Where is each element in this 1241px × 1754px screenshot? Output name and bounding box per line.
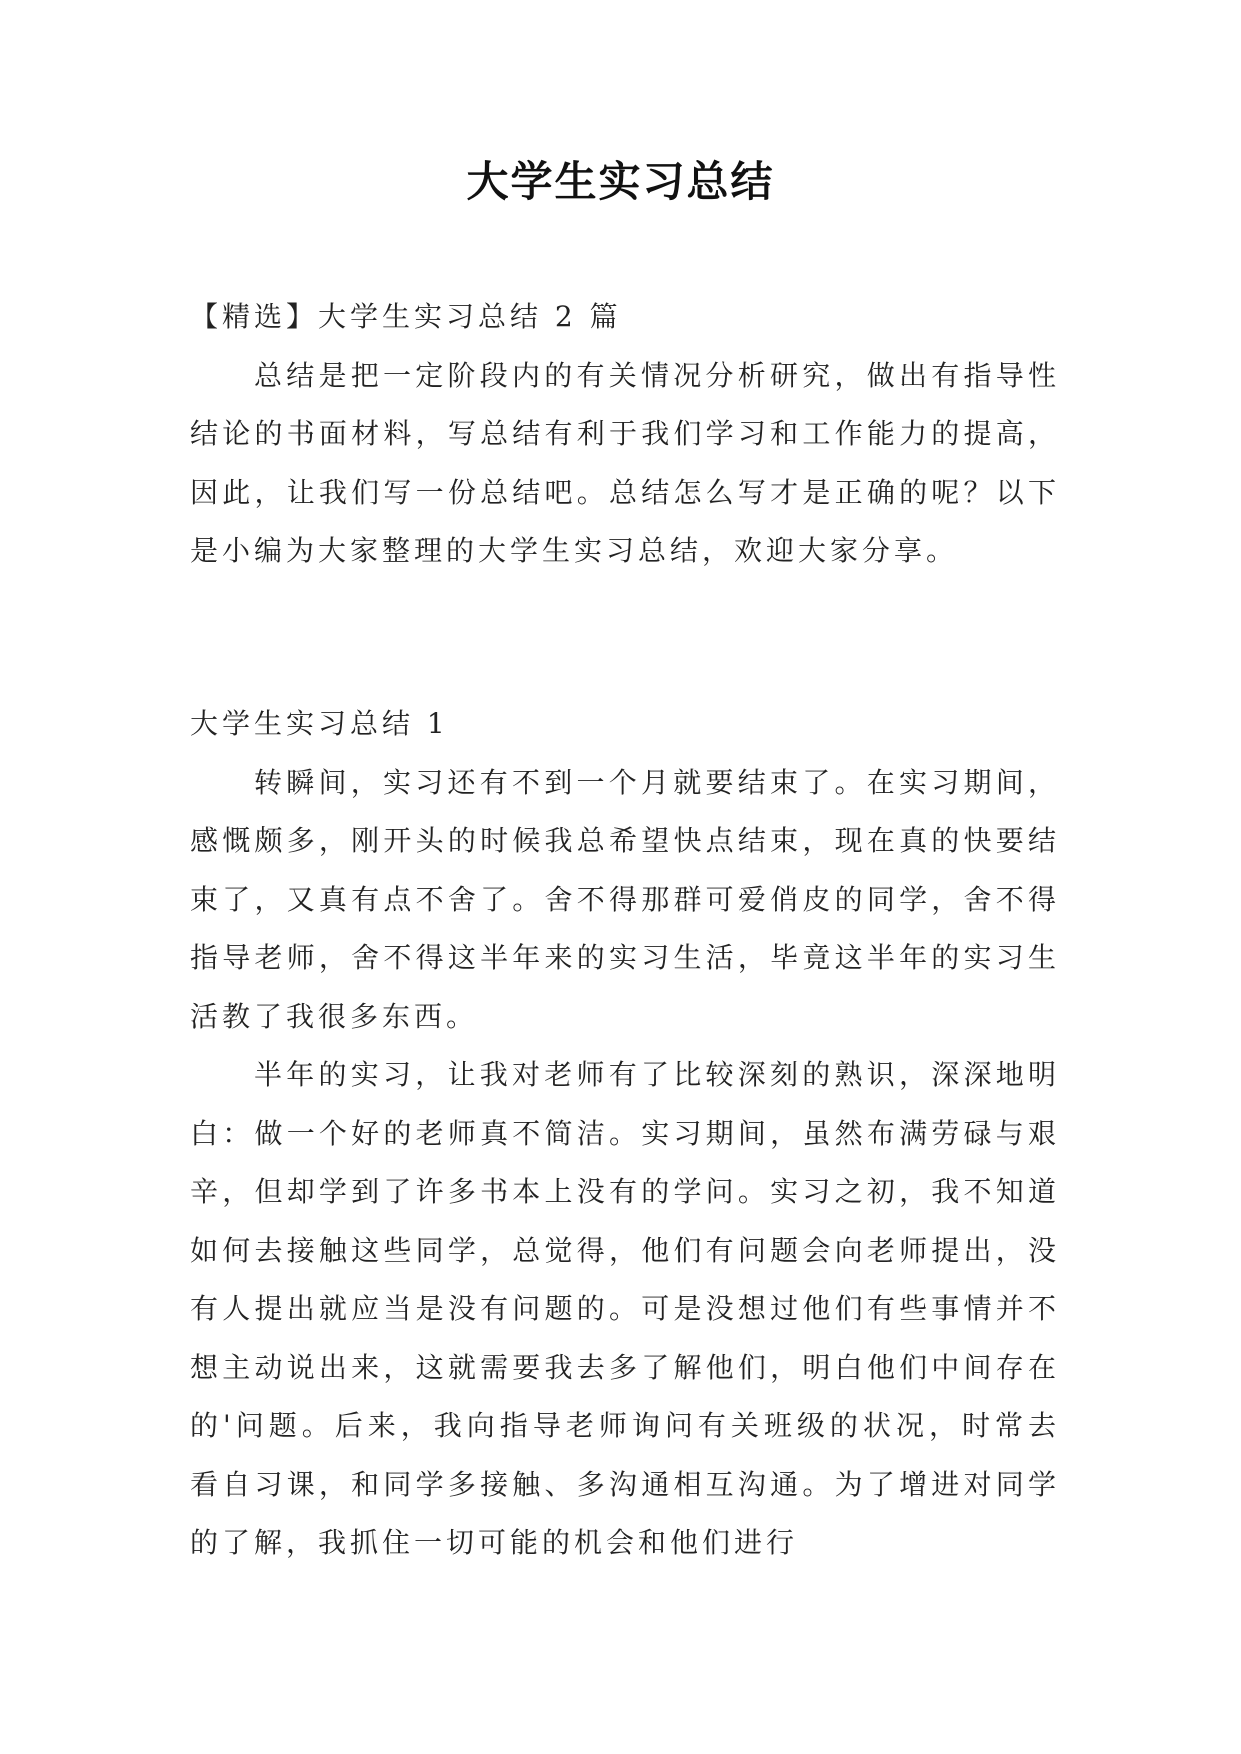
intro-paragraph: 总结是把一定阶段内的有关情况分析研究，做出有指导性结论的书面材料，写总结有利于我们学习和工作能力的提高，因此，让我们写一份总结吧。总结怎么写才是正确的呢？以下是小编为大家整理的大学生实习总结，欢迎大家分享。: [190, 358, 1060, 567]
intro-subtitle: 【精选】大学生实习总结 2 篇: [190, 300, 622, 333]
intro-section: [190, 288, 1060, 581]
section-heading: 大学生实习总结 1: [190, 707, 449, 740]
section-paragraph-2: 半年的实习，让我对老师有了比较深刻的熟识，深深地明白：做一个好的老师真不简洁。实习期间，虽然布满劳碌与艰辛，但却学到了许多书本上没有的学问。实习之初，我不知道如何去接触这些同学，总觉得，他们有问题会向老师提出，没有人提出就应当是没有问题的。可是没想过他们有些事情并不想主动说出来，这就需要我去多了解他们，明白他们中间存在的'问题。后来，我向指导老师询问有关班级的状况，时常去看自习课，和同学多接触、多沟通相互沟通。为了增进对同学的了解，我抓住一切可能的机会和他们进行: [190, 1058, 1060, 1559]
summary-section-1: [190, 695, 1060, 1573]
section-paragraph-1: 转瞬间，实习还有不到一个月就要结束了。在实习期间，感慨颇多，刚开头的时候我总希望快点结束，现在真的快要结束了，又真有点不舍了。舍不得那群可爱俏皮的同学，舍不得指导老师，舍不得这半年来的实习生活，毕竟这半年的实习生活教了我很多东西。: [190, 765, 1060, 1033]
document-title: 大学生实习总结: [466, 157, 775, 206]
